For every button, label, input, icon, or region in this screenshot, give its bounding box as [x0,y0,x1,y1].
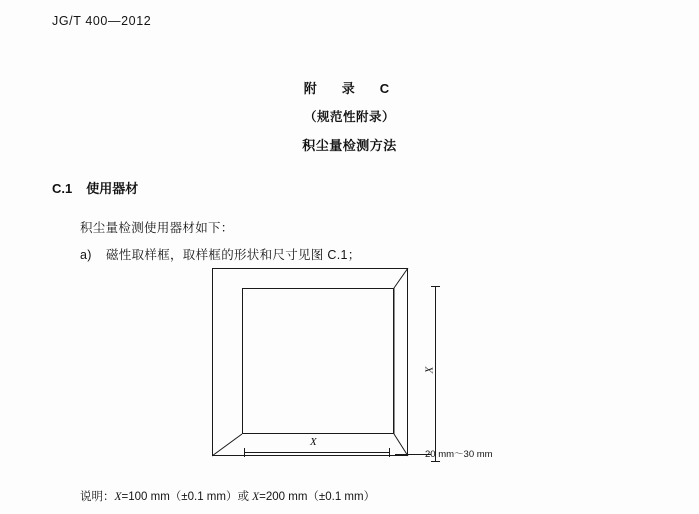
paragraph-intro: 积尘量检测使用器材如下： [80,221,234,235]
caption-value-1: =100 mm（±0.1 mm）或 [121,491,253,503]
annex-title-block [0,78,699,164]
section-heading [52,178,138,197]
figure-caption [80,488,375,504]
list-item-marker: a) [80,248,92,262]
dimension-cap-top [431,286,440,287]
page-header-standard-code: JG/T 400—2012 [52,14,152,28]
dimension-cap-left [244,448,245,457]
caption-prefix: 说明： [80,491,115,503]
caption-value-2: =200 mm（±0.1 mm） [259,491,376,503]
annex-title: 附 录 C [303,81,396,96]
annex-subtitle: （规范性附录） [303,110,395,124]
dimension-cap-bottom [431,461,440,462]
annex-name: 积尘量检测方法 [302,138,397,153]
caption-symbol-x2: X [252,491,260,503]
figure-sampling-frame [212,268,493,464]
caption-symbol-x1: X [114,491,122,503]
section-title: 使用器材 [86,181,139,196]
list-item-text: 磁性取样框，取样框的形状和尺寸见图 C.1； [106,248,361,262]
section-number: C.1 [52,181,73,196]
thickness-callout-text: 20 mm～30 mm [425,449,493,460]
list-item-a [80,245,361,263]
dimension-line-horizontal [244,452,390,453]
dimension-cap-right [389,448,390,457]
dimension-label-horizontal: X [310,436,317,448]
dimension-line-vertical [435,286,436,462]
dimension-label-vertical: X [423,366,436,374]
